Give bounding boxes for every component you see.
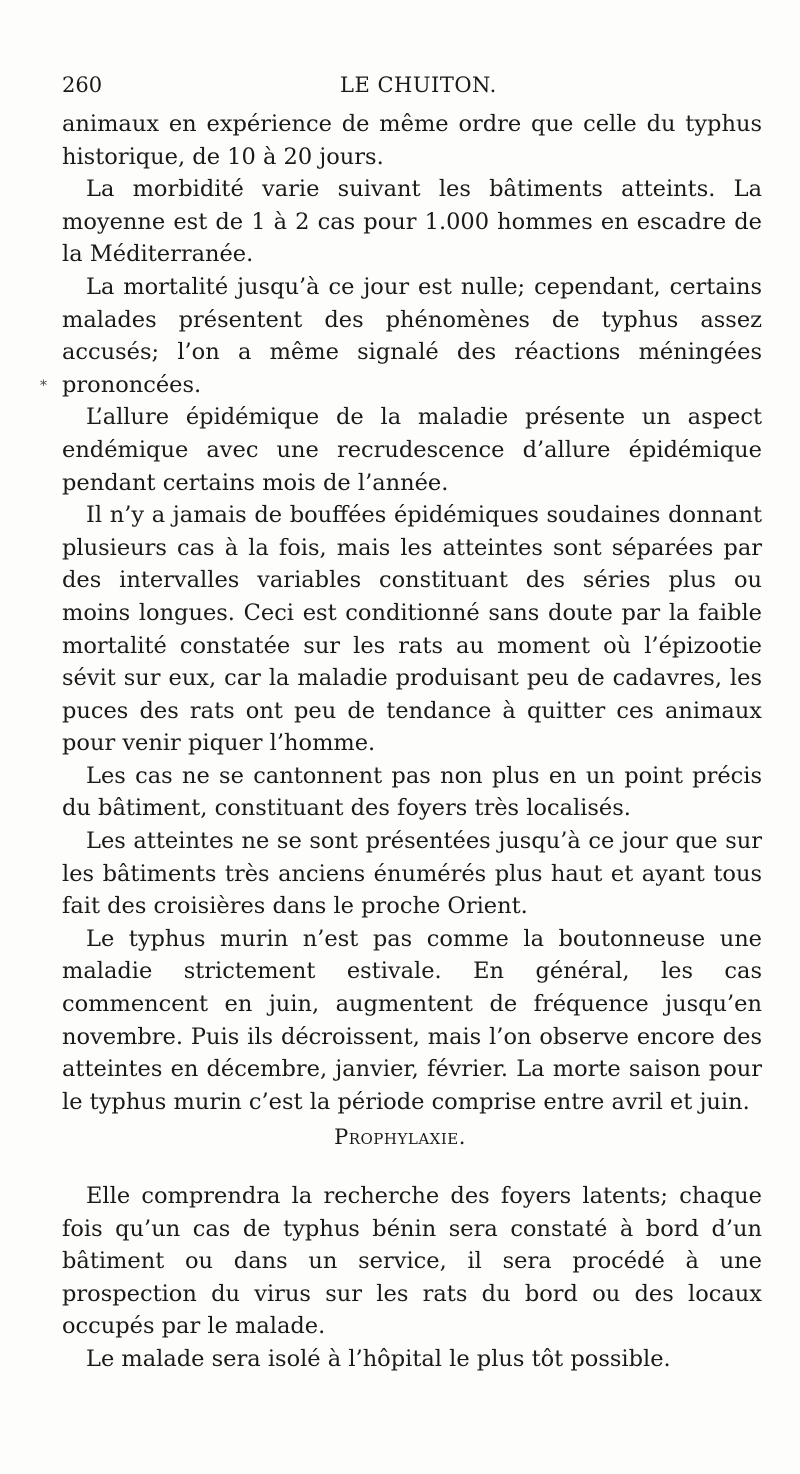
paragraph-1: animaux en expérience de même ordre que celle du typhus historique, de 10 à 20 jours.: [62, 111, 762, 170]
section-body: [62, 1180, 762, 1376]
page-number: 260: [62, 73, 103, 97]
paragraph-8: Le typhus murin n’est pas comme la boutonneuse une maladie strictement estivale. En général, les cas commencent en juin, augmentent de fréquence jusqu’en novembre. Puis ils décroissent, mais l’on observe encore des atteintes en décembre, janvier, février. La morte saison pour le typhus murin c’est la période comprise entre avril et juin.: [62, 925, 762, 1115]
page-header: [62, 70, 752, 102]
section-paragraph-2: Le malade sera isolé à l’hôpital le plus tôt possible.: [86, 1345, 671, 1372]
paragraph-4: L’allure épidémique de la maladie présente un aspect endémique avec une recrudescence d’allure épidémique pendant certains mois de l’année.: [62, 404, 762, 496]
paragraph-5: Il n’y a jamais de bouffées épidémiques soudaines donnant plusieurs cas à la fois, mais les atteintes sont séparées par des intervalles variables constituant des séries plus ou moins longues. Ceci est conditionné sans doute par la faible mortalité constatée sur les rats au moment où l’épizootie sévit sur eux, car la maladie produisant peu de cadavres, les puces des rats ont peu de tendance à quitter ces animaux pour venir piquer l’homme.: [62, 502, 762, 757]
body-text: [62, 108, 762, 1118]
paragraph-2: La morbidité varie suivant les bâtiments atteints. La moyenne est de 1 à 2 cas pour 1.000 hommes en escadre de la Méditerranée.: [62, 176, 762, 268]
section-paragraph-1: Elle comprendra la recherche des foyers latents; chaque fois qu’un cas de typhus bénin sera constaté à bord d’un bâtiment ou dans un service, il sera procédé à une prospection du virus sur les rats du bord ou des locaux occupés par le malade.: [62, 1183, 762, 1340]
margin-mark: *: [40, 378, 47, 394]
running-title: LE CHUITON.: [340, 73, 497, 97]
paragraph-3: La mortalité jusqu’à ce jour est nulle; cependant, certains malades présentent des phénomènes de typhus assez accusés; l’on a même signalé des réactions méningées prononcées.: [62, 273, 762, 398]
paragraph-6: Les cas ne se cantonnent pas non plus en un point précis du bâtiment, constituant des foyers très localisés.: [62, 762, 762, 822]
section-heading: Prophylaxie.: [334, 1125, 466, 1149]
paragraph-7: Les atteintes ne se sont présentées jusqu’à ce jour que sur les bâtiments très anciens énumérés plus haut et ayant tous fait des croisières dans le proche Orient.: [62, 828, 762, 920]
